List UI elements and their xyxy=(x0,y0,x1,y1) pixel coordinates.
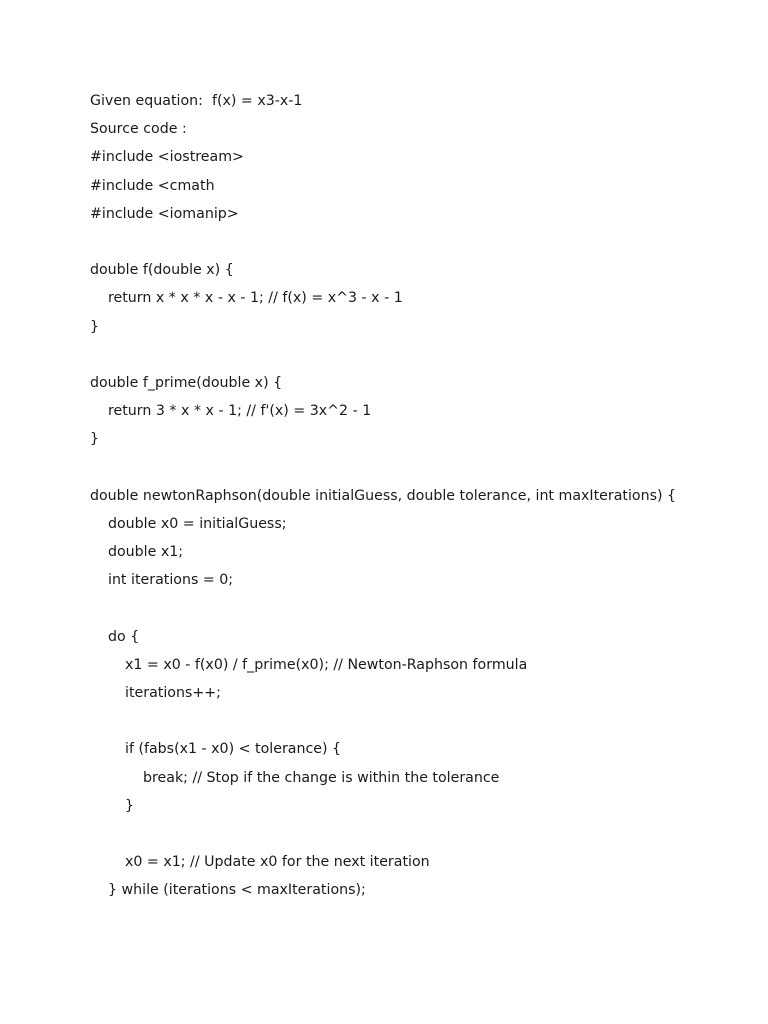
code-line: int iterations = 0; xyxy=(108,572,234,589)
code-block xyxy=(90,146,730,907)
code-line: x1 = x0 - f(x0) / f_prime(x0); // Newton-Raphson formula xyxy=(125,656,528,673)
code-line: return x * x * x - x - 1; // f(x) = x^3 - x - 1 xyxy=(108,290,403,307)
source-code-label: Source code : xyxy=(90,121,187,138)
code-line: double newtonRaphson(double initialGuess, double tolerance, int maxIterations) { xyxy=(90,487,677,504)
code-line: } while (iterations < maxIterations); xyxy=(108,882,366,899)
code-line: double x1; xyxy=(108,544,184,560)
equation-line: Given equation: f(x) = x3-x-1 xyxy=(90,93,303,109)
code-line: iterations++; xyxy=(125,684,221,701)
code-line: return 3 * x * x - 1; // f'(x) = 3x^2 - 1 xyxy=(108,403,372,420)
code-line: #include <iomanip> xyxy=(90,205,239,222)
code-line: } xyxy=(90,431,100,448)
blank-line xyxy=(90,597,730,625)
code-line: } xyxy=(125,797,135,814)
code-line: x0 = x1; // Update x0 for the next iteration xyxy=(125,854,430,871)
code-line: #include <iostream> xyxy=(90,149,244,166)
code-line: double f(double x) { xyxy=(90,262,234,279)
document-body xyxy=(90,90,730,907)
blank-line xyxy=(90,231,730,259)
code-line: } xyxy=(90,318,100,335)
code-line: do { xyxy=(108,628,140,645)
code-line: if (fabs(x1 - x0) < tolerance) { xyxy=(125,741,342,758)
code-line: double f_prime(double x) { xyxy=(90,374,283,391)
code-line: break; // Stop if the change is within the tolerance xyxy=(143,769,500,786)
code-line: #include <cmath xyxy=(90,177,215,194)
blank-line xyxy=(90,456,730,484)
blank-line xyxy=(90,344,730,372)
blank-line xyxy=(90,710,730,738)
code-line: double x0 = initialGuess; xyxy=(108,515,287,532)
blank-line xyxy=(90,823,730,851)
